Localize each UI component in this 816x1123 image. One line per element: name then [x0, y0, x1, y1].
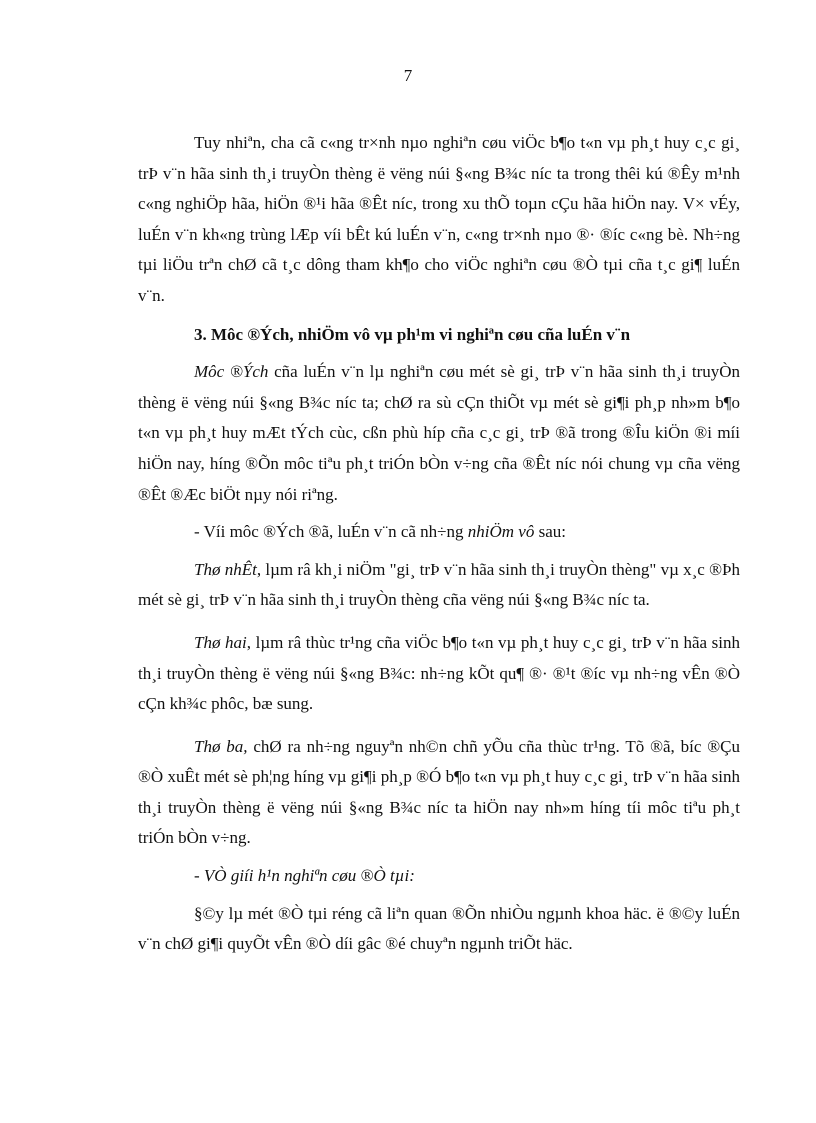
tasks-intro-italic: nhiÖm vô	[467, 522, 535, 542]
tasks-intro-post: sau:	[534, 522, 566, 542]
paragraph-scope-heading: - VÒ giíi h¹n nghiªn cøu ®Ò tµi:	[194, 866, 415, 886]
paragraph-purpose	[138, 357, 740, 510]
task-1-text: , lµm râ kh¸i niÖm "gi¸ trÞ v¨n hãa sinh th¸i truyÒn thèng" vµ x¸c ®Þh mét sè gi¸ trÞ v¨n hãa sinh th¸i truyÒn thèng cña vëng núi §«ng B¾c níc ta.	[138, 559, 740, 610]
section-heading: 3. Môc ®Ých, nhiÖm vô vµ ph¹m vi nghiªn cøu cña luÉn v¨n	[194, 324, 631, 344]
paragraph-intro: Tuy nhiªn, cha cã c«ng tr×nh nµo nghiªn cøu viÖc b¶o t«n vµ ph¸t huy c¸c gi¸ trÞ v¨n hãa sinh th¸i truyÒn thèng ë vëng núi §«ng B¾c níc ta trong thêi kú ®Êy m¹nh c«ng nghiÖp hãa, hiÖn ®¹i hãa ®Êt níc, trong xu thÕ toµn cÇu hãa hiÖn nay. V× vÉy, luÉn v¨n kh«ng trùng lÆp víi bÊt kú luÉn v¨n, c«ng tr×nh nµo ®· ®íc c«ng bè. Nh÷ng tµi liÖu trªn chØ cã t¸c dông tham kh¶o cho viÖc nghiªn cøu ®Ò tµi cña t¸c gi¶ luÉn v¨n.	[138, 133, 740, 305]
purpose-text: cña luÉn v¨n lµ nghiªn cøu mét sè gi¸ trÞ v¨n hãa sinh th¸i truyÒn thèng ë vëng núi §«ng B¾c níc ta; chØ ra sù cÇn thiÕt vµ mét sè gi¶i ph¸p nh»m b¶o t«n vµ ph¸t huy mÆt tÝch cùc, cßn phù híp cña c¸c gi¸ trÞ ®ã trong ®Îu kiÖn ®i míi hiÖn nay, híng ®Õn môc tiªu ph¸t triÓn bÒn v÷ng cña ®Êt níc nói chung vµ cña vëng ®Êt ®Æc biÖt nµy nói riªng.	[138, 362, 741, 504]
task-1-lead: Thø nhÊt	[194, 559, 257, 579]
task-3-text: chØ ra nh÷ng nguyªn nh©n chñ yÕu cña thùc tr¹ng. Tõ ®ã, bíc ®Çu ®Ò xuÊt mét sè ph¦ng híng vµ gi¶i ph¸p ®Ó b¶o t«n vµ ph¸t huy c¸c gi¸ trÞ v¨n hãa sinh th¸i truyÒn thèng ë vëng núi §«ng B¾c níc ta hiÖn nay nh»m híng tíi môc tiªu ph¸t triÓn bÒn v÷ng.	[138, 736, 740, 848]
paragraph-task-3	[138, 732, 740, 854]
paragraph-task-2	[138, 628, 740, 720]
tasks-intro-pre: - Víi môc ®Ých ®ã, luÉn v¨n cã nh÷ng	[194, 522, 468, 542]
paragraph-tasks-intro	[138, 517, 740, 548]
page-number: 7	[403, 66, 413, 85]
task-2-text: , lµm râ thùc tr¹ng cña viÖc b¶o t«n vµ ph¸t huy c¸c gi¸ trÞ v¨n hãa sinh th¸i truyÒn thèng ë vëng núi §«ng B¾c: nh÷ng kÕt qu¶ ®· ®¹t ®íc vµ nh÷ng vÊn ®Ò cÇn kh¾c phôc, bæ sung.	[138, 632, 740, 714]
purpose-lead: Môc ®Ých	[194, 362, 269, 382]
paragraph-task-1	[138, 555, 740, 616]
task-2-lead: Thø hai	[194, 632, 247, 652]
paragraph-scope: §©y lµ mét ®Ò tµi réng cã liªn quan ®Õn nhiÒu ngµnh khoa häc. ë ®©y luÉn v¨n chØ gi¶i quyÕt vÊn ®Ò díi gâc ®é chuyªn ngµnh triÕt häc.	[138, 903, 740, 954]
task-3-lead: Thø ba,	[194, 736, 248, 756]
document-body	[138, 128, 740, 960]
